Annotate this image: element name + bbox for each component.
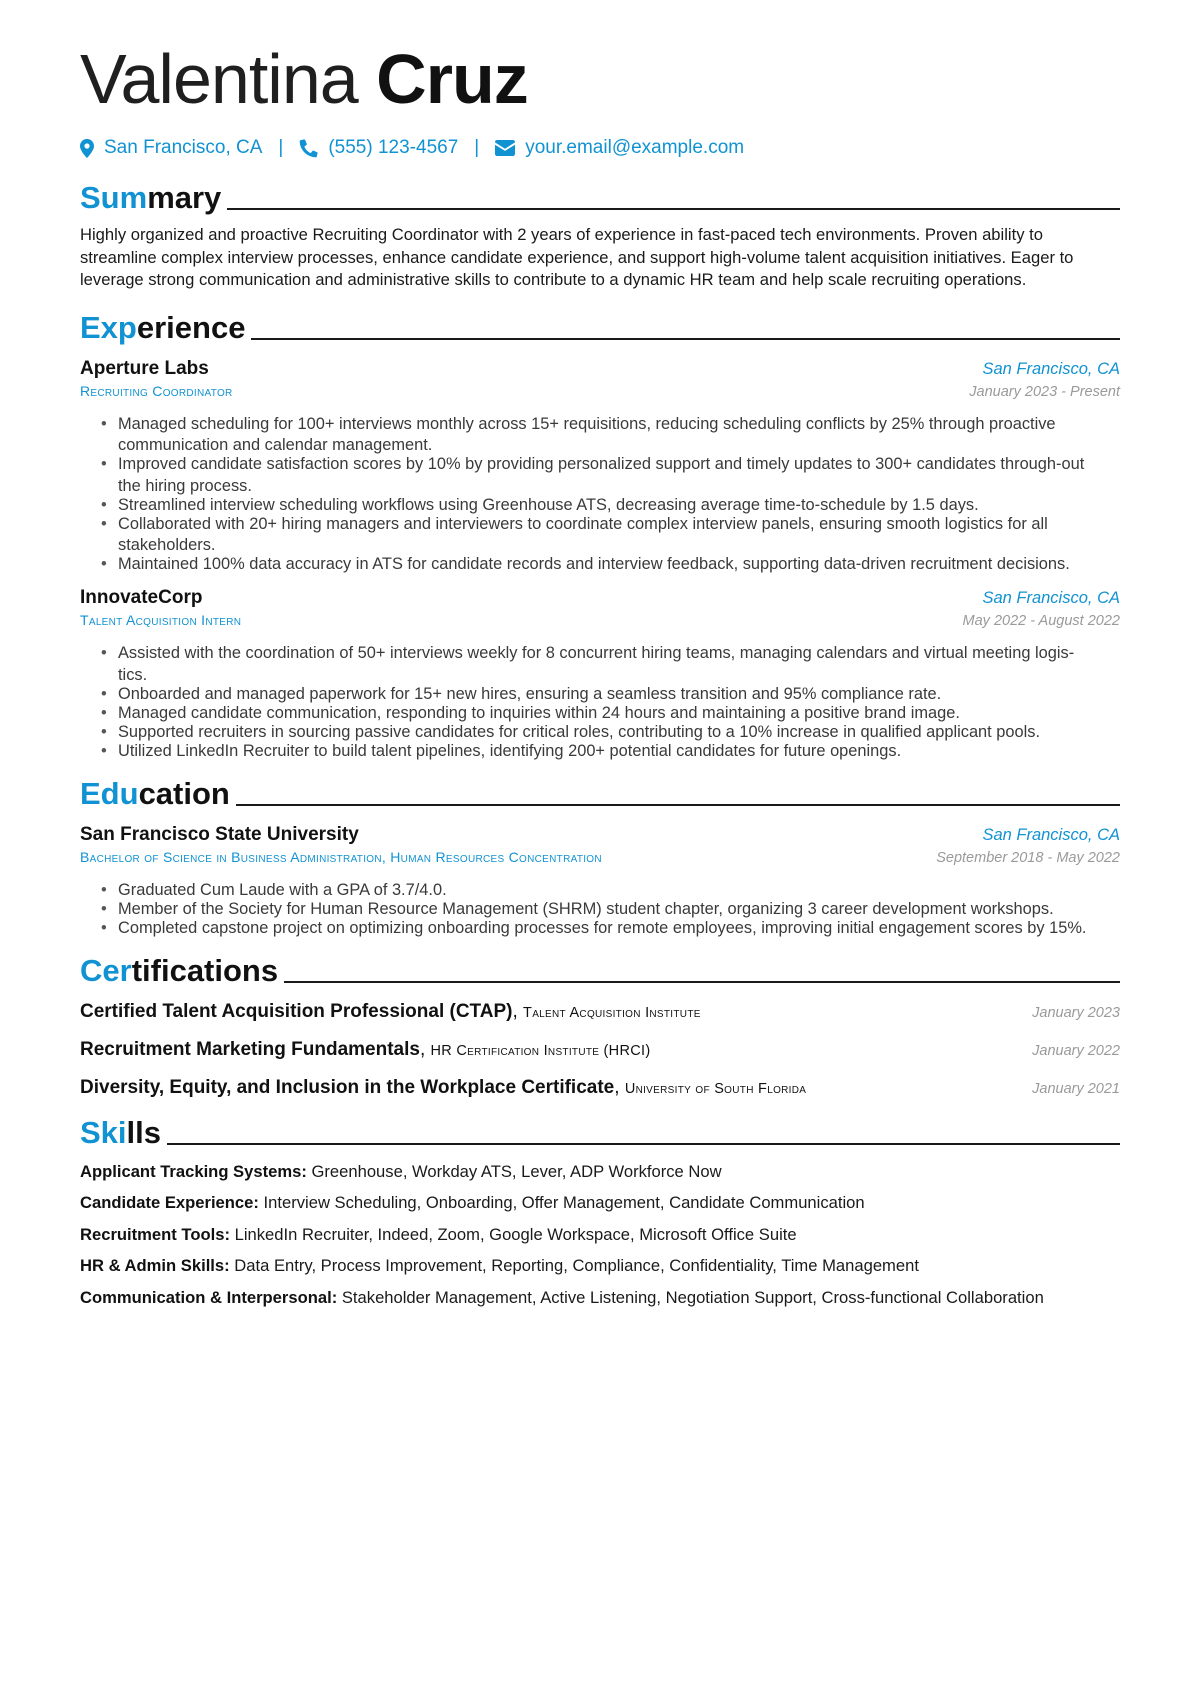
section-title bbox=[80, 180, 221, 216]
skill-value: Data Entry, Process Improvement, Reporting, Compliance, Confidentiality, Time Management bbox=[234, 1256, 919, 1275]
certifications-heading bbox=[80, 949, 1120, 989]
section-title bbox=[80, 953, 278, 989]
section-rule bbox=[167, 1143, 1120, 1145]
entry-subheader-row bbox=[80, 380, 1120, 400]
title-rest: tifications bbox=[131, 952, 279, 988]
job-dates: May 2022 - August 2022 bbox=[962, 613, 1120, 629]
job-title: Talent Acquisition Intern bbox=[80, 612, 242, 628]
title-rest: mary bbox=[147, 180, 222, 215]
section-rule bbox=[251, 338, 1120, 340]
experience-heading bbox=[80, 306, 1120, 346]
school-location: San Francisco, CA bbox=[982, 825, 1120, 844]
list-item: • Assisted with the coordination of 50+ interviews weekly for 8 concurrent hiring teams, managing calendars and virtual meeting logis-tics. bbox=[118, 643, 1120, 686]
first-name: Valentina bbox=[80, 40, 358, 118]
job-bullets bbox=[80, 414, 1120, 576]
title-rest: lls bbox=[126, 1114, 161, 1150]
cert-issuer: Talent Acquisition Institute bbox=[523, 1004, 701, 1021]
last-name: Cruz bbox=[376, 40, 528, 118]
skill-row bbox=[80, 1224, 1120, 1246]
certification-item bbox=[80, 1039, 1120, 1065]
title-accent: Ski bbox=[80, 1114, 127, 1150]
map-marker-icon bbox=[80, 139, 94, 158]
phone-text: (555) 123-4567 bbox=[328, 137, 459, 158]
list-item: • Supported recruiters in sourcing passive candidates for critical roles, contributing to a 10% increase in qualified applicant pools. bbox=[118, 722, 1120, 744]
cert-comma: , bbox=[419, 1038, 431, 1060]
resume-content bbox=[80, 38, 1120, 1309]
list-item: • Onboarded and managed paperwork for 15+ new hires, ensuring a seamless transition and 95% compliance rate. bbox=[118, 684, 1120, 706]
education-heading bbox=[80, 772, 1120, 812]
title-accent: Exp bbox=[80, 309, 137, 345]
cert-left bbox=[80, 1001, 701, 1023]
company-name: Aperture Labs bbox=[80, 357, 209, 379]
education-entry bbox=[80, 824, 1120, 940]
entry-header-row bbox=[80, 824, 1120, 846]
cert-comma: , bbox=[512, 1000, 524, 1022]
cert-name: Diversity, Equity, and Inclusion in the Workplace Certificate bbox=[80, 1076, 615, 1098]
certification-item bbox=[80, 1077, 1120, 1103]
title-rest: erience bbox=[136, 309, 246, 345]
skills-heading bbox=[80, 1111, 1120, 1151]
skill-row bbox=[80, 1287, 1120, 1309]
contact-location bbox=[80, 137, 262, 159]
skill-label: HR & Admin Skills: bbox=[80, 1256, 230, 1275]
education-bullets bbox=[80, 880, 1120, 940]
cert-issuer: HR Certification Institute (HRCI) bbox=[430, 1042, 651, 1059]
list-item: • Utilized LinkedIn Recruiter to build talent pipelines, identifying 200+ potential candidates for future openings. bbox=[118, 741, 1120, 763]
cert-comma: , bbox=[614, 1076, 625, 1098]
cert-left bbox=[80, 1039, 650, 1061]
entry-header-row bbox=[80, 358, 1120, 380]
skill-label: Candidate Experience: bbox=[80, 1193, 259, 1212]
email-link[interactable]: your.email@example.com bbox=[525, 137, 745, 158]
section-title bbox=[80, 1115, 161, 1151]
contact-email[interactable] bbox=[495, 137, 744, 159]
list-item: • Completed capstone project on optimizing onboarding processes for remote employees, improving initial engagement scores by 15%. bbox=[118, 918, 1120, 940]
section-title bbox=[80, 310, 245, 346]
skill-row bbox=[80, 1161, 1120, 1183]
entry-subheader-row bbox=[80, 846, 1120, 866]
list-item: • Managed scheduling for 100+ interviews monthly across 15+ requisitions, reducing scheduling conflicts by 25% through proactive communication and calendar management. bbox=[118, 414, 1120, 457]
skill-row bbox=[80, 1255, 1120, 1277]
phone-icon bbox=[299, 139, 318, 158]
title-accent: Sum bbox=[80, 180, 148, 215]
certification-item bbox=[80, 1001, 1120, 1027]
summary-heading bbox=[80, 176, 1120, 216]
skill-value: Stakeholder Management, Active Listening, Negotiation Support, Cross-functional Collaboration bbox=[341, 1287, 1044, 1307]
education-dates: September 2018 - May 2022 bbox=[936, 849, 1120, 866]
cert-name: Recruitment Marketing Fundamentals bbox=[80, 1038, 420, 1060]
section-rule bbox=[227, 208, 1120, 210]
job-title: Recruiting Coordinator bbox=[80, 382, 233, 399]
location-text: San Francisco, CA bbox=[104, 137, 263, 158]
list-item: • Collaborated with 20+ hiring managers and interviewers to coordinate complex interview panels, ensuring smooth logistics for all stakeholders. bbox=[118, 514, 1120, 557]
title-accent: Cer bbox=[80, 952, 132, 988]
list-item: • Member of the Society for Human Resource Management (SHRM) student chapter, organizing 3 career development workshops. bbox=[118, 899, 1120, 921]
list-item: • Improved candidate satisfaction scores by 10% by providing personalized support and timely updates to 300+ candidates through-out the hiring process. bbox=[118, 454, 1120, 497]
list-item: • Streamlined interview scheduling workflows using Greenhouse ATS, decreasing average time-to-schedule by 1.5 days. bbox=[118, 495, 1120, 517]
cert-left bbox=[80, 1077, 806, 1099]
skill-label: Applicant Tracking Systems: bbox=[80, 1161, 307, 1181]
cert-date: January 2023 bbox=[1032, 1004, 1120, 1021]
experience-entry bbox=[80, 587, 1120, 762]
contact-separator: | bbox=[278, 137, 284, 158]
cert-name: Certified Talent Acquisition Professional (CTAP) bbox=[80, 1000, 513, 1022]
experience-entry bbox=[80, 358, 1120, 576]
candidate-name bbox=[80, 38, 1120, 120]
list-item: • Managed candidate communication, responding to inquiries within 24 hours and maintaining a positive brand image. bbox=[118, 703, 1120, 725]
skill-row bbox=[80, 1192, 1120, 1214]
cert-date: January 2021 bbox=[1032, 1080, 1120, 1097]
title-accent: Edu bbox=[80, 775, 139, 811]
cert-date: January 2022 bbox=[1032, 1042, 1120, 1059]
skill-value: LinkedIn Recruiter, Indeed, Zoom, Google Workspace, Microsoft Office Suite bbox=[234, 1224, 797, 1244]
contact-line bbox=[80, 134, 1120, 162]
title-rest: cation bbox=[138, 775, 230, 811]
contact-separator: | bbox=[474, 137, 480, 158]
summary-text: Highly organized and proactive Recruiting Coordinator with 2 years of experience in fast-paced tech environments. Proven ability to streamline complex interview processes, enhance candidate experience, and support high-volume talent acquisition initiatives. Eager to leverage strong communication and administrative skills to contribute to a dynamic HR team and help scale recruiting operations. bbox=[80, 225, 1074, 289]
job-location: San Francisco, CA bbox=[982, 359, 1120, 378]
section-rule bbox=[284, 981, 1120, 983]
skill-label: Recruitment Tools: bbox=[80, 1224, 230, 1244]
section-rule bbox=[236, 804, 1120, 806]
job-dates: January 2023 - Present bbox=[969, 383, 1120, 400]
list-item: • Graduated Cum Laude with a GPA of 3.7/4.0. bbox=[118, 880, 1120, 902]
skill-value: Interview Scheduling, Onboarding, Offer Management, Candidate Communication bbox=[263, 1193, 865, 1212]
entry-header-row bbox=[80, 587, 1120, 609]
skill-value: Greenhouse, Workday ATS, Lever, ADP Workforce Now bbox=[311, 1161, 722, 1181]
degree: Bachelor of Science in Business Administration, Human Resources Concentration bbox=[80, 848, 602, 865]
section-title bbox=[80, 776, 230, 812]
list-item: • Maintained 100% data accuracy in ATS for candidate records and interview feedback, supporting data-driven recruitment decisions. bbox=[118, 554, 1120, 576]
job-location: San Francisco, CA bbox=[982, 589, 1120, 607]
job-bullets bbox=[80, 643, 1120, 762]
cert-issuer: University of South Florida bbox=[624, 1080, 807, 1097]
envelope-icon bbox=[495, 140, 515, 156]
contact-phone[interactable] bbox=[299, 137, 458, 159]
company-name: InnovateCorp bbox=[80, 587, 203, 608]
school-name: San Francisco State University bbox=[80, 823, 359, 845]
entry-subheader-row bbox=[80, 609, 1120, 629]
skill-label: Communication & Interpersonal: bbox=[80, 1287, 338, 1307]
